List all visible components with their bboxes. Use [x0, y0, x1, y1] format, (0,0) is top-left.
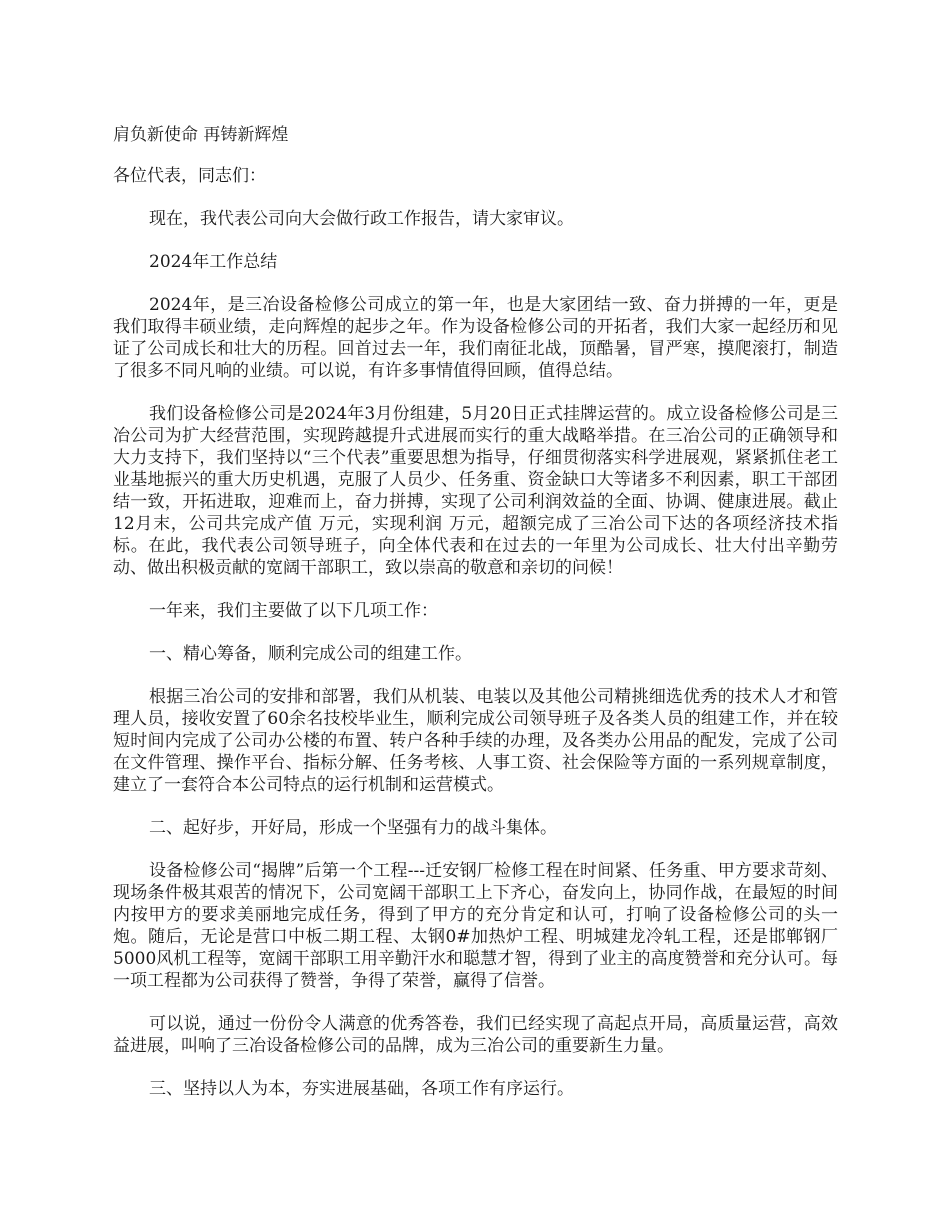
salutation: 各位代表，同志们：	[113, 166, 266, 186]
paragraph-opening: 现在，我代表公司向大会做行政工作报告，请大家审议。	[149, 209, 574, 229]
paragraph-company-founding: 我们设备检修公司是2024年3月份组建，5月20日正式挂牌运营的。成立设备检修公司是三冶公司为扩大经营范围，实现跨越提升式进展而实行的重大战略举措。在三冶公司的正确领导和大力支持下，我们坚持以“三个代表”重要思想为指导，仔细贯彻落实科学进展观，紧紧抓住老工业基地振兴的重大历史机遇，克服了人员少、任务重、资金缺口大等诸多不利因素，职工干部团结一致，开拓进取，迎难而上，奋力拼搏，实现了公司利润效益的全面、协调、健康进展。截止12月末，公司共完成产值 万元，实现利润 万元，超额完成了三冶公司下达的各项经济技术指标。在此，我代表公司领导班子，向全体代表和在过去的一年里为公司成长、壮大付出辛勤劳动、做出积极贡献的宽阔干部职工，致以崇高的敬意和亲切的问候！	[113, 404, 838, 578]
section-heading-three: 三、坚持以人为本，夯实进展基础，各项工作有序运行。	[149, 1079, 574, 1099]
paragraph-achievement: 可以说，通过一份份令人满意的优秀答卷，我们已经实现了高起点开局，高质量运营，高效益进展，叫响了三冶设备检修公司的品牌，成为三冶公司的重要新生力量。	[113, 1014, 838, 1056]
section-heading-two: 二、起好步，开好局，形成一个坚强有力的战斗集体。	[149, 818, 557, 838]
section-heading-summary: 2024年工作总结	[149, 252, 278, 272]
document-title: 肩负新使命 再铸新辉煌	[113, 125, 289, 145]
paragraph-projects: 设备检修公司“揭牌”后第一个工程---迁安钢厂检修工程在时间紧、任务重、甲方要求苛刻、现场条件极其艰苦的情况下，公司宽阔干部职工上下齐心，奋发向上，协同作战，在最短的时间内按甲方的要求美丽地完成任务，得到了甲方的充分肯定和认可，打响了设备检修公司的头一炮。随后，无论是营口中板二期工程、太钢0#加热炉工程、明城建龙冷轧工程，还是邯郸钢厂5000风机工程等，宽阔干部职工用辛勤汗水和聪慧才智，得到了业主的高度赞誉和充分认可。每一项工程都为公司获得了赞誉，争得了荣誉，赢得了信誉。	[113, 861, 838, 991]
section-heading-one: 一、精心筹备，顺利完成公司的组建工作。	[149, 644, 472, 664]
paragraph-organization: 根据三冶公司的安排和部署，我们从机装、电装以及其他公司精挑细选优秀的技术人才和管理人员，接收安置了60余名技校毕业生，顺利完成公司领导班子及各类人员的组建工作，并在较短时间内完成了公司办公楼的布置、转户各种手续的办理，及各类办公用品的配发，完成了公司在文件管理、操作平台、指标分解、任务考核、人事工资、社会保险等方面的一系列规章制度，建立了一套符合本公司特点的运行机制和运营模式。	[113, 687, 838, 795]
paragraph-work-intro: 一年来，我们主要做了以下几项工作：	[149, 601, 438, 621]
paragraph-year-overview: 2024年，是三冶设备检修公司成立的第一年，也是大家团结一致、奋力拼搏的一年，更是我们取得丰硕业绩，走向辉煌的起步之年。作为设备检修公司的开拓者，我们大家一起经历和见证了公司成长和壮大的历程。回首过去一年，我们南征北战，顶酷暑，冒严寒，摸爬滚打，制造了很多不同凡响的业绩。可以说，有许多事情值得回顾，值得总结。	[113, 295, 838, 381]
